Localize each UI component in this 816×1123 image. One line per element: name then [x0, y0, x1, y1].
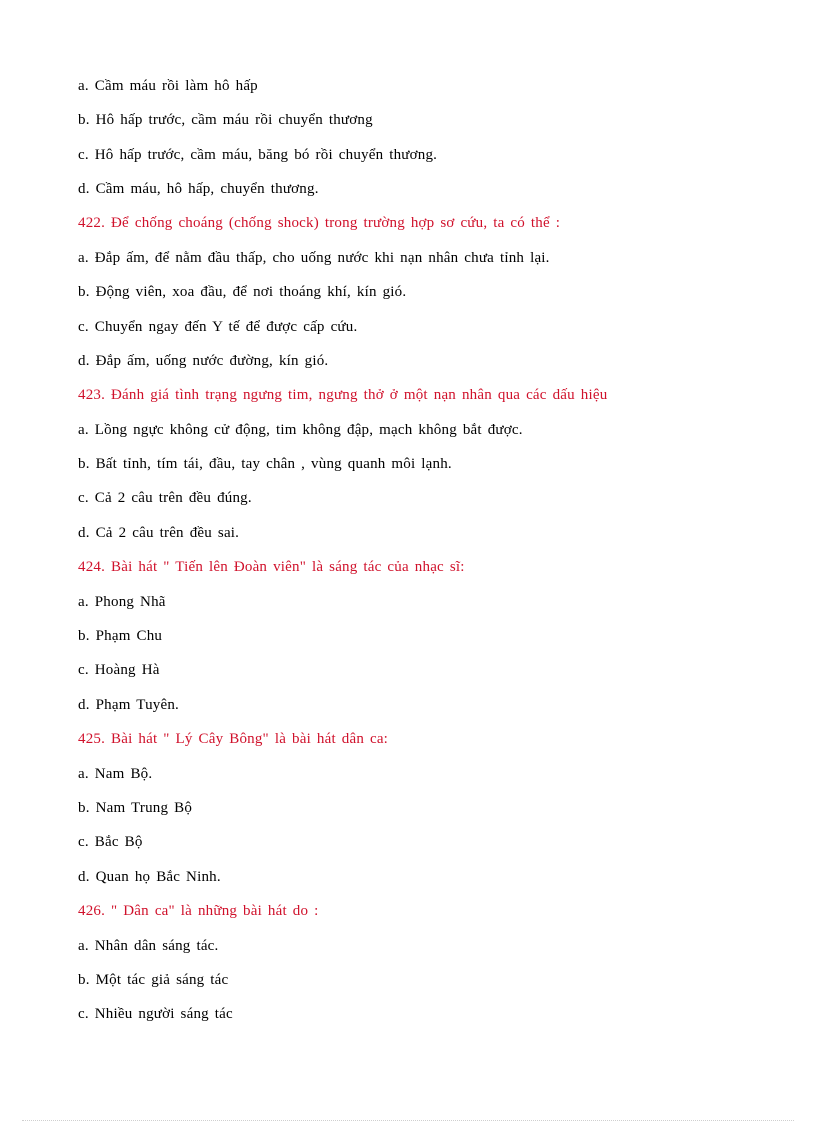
- answer-line: a. Phong Nhã: [78, 594, 166, 610]
- answer-line: a. Cầm máu rồi làm hô hấp: [78, 78, 258, 94]
- answer-line: c. Bắc Bộ: [78, 834, 143, 850]
- question-line: 423. Đánh giá tình trạng ngưng tim, ngưng thở ở một nạn nhân qua các dấu hiệu: [78, 387, 608, 403]
- answer-line: a. Lồng ngực không cử động, tim không đập, mạch không bắt được.: [78, 422, 523, 438]
- answer-line: c. Hoàng Hà: [78, 662, 160, 678]
- answer-line: d. Đắp ấm, uống nước đường, kín gió.: [78, 353, 329, 369]
- question-line: 426. " Dân ca" là những bài hát do :: [78, 903, 319, 919]
- answer-line: b. Hô hấp trước, cầm máu rồi chuyển thương: [78, 112, 373, 128]
- page-divider: [22, 1120, 794, 1121]
- answer-line: b. Phạm Chu: [78, 628, 163, 644]
- question-line: 422. Để chống choáng (chống shock) trong trường hợp sơ cứu, ta có thể :: [78, 215, 561, 231]
- answer-line: d. Quan họ Bắc Ninh.: [78, 869, 221, 885]
- answer-line: c. Chuyển ngay đến Y tế để được cấp cứu.: [78, 319, 358, 335]
- answer-line: c. Hô hấp trước, cầm máu, băng bó rồi chuyển thương.: [78, 147, 438, 163]
- question-line: 424. Bài hát " Tiến lên Đoàn viên" là sáng tác của nhạc sĩ:: [78, 559, 465, 575]
- answer-line: a. Đắp ấm, để nằm đầu thấp, cho uống nước khi nạn nhân chưa tỉnh lại.: [78, 250, 550, 266]
- answer-line: a. Nam Bộ.: [78, 766, 153, 782]
- answer-line: d. Cả 2 câu trên đều sai.: [78, 525, 240, 541]
- answer-line: b. Động viên, xoa đầu, để nơi thoáng khí, kín gió.: [78, 284, 407, 300]
- answer-line: c. Nhiều người sáng tác: [78, 1006, 233, 1022]
- answer-line: d. Phạm Tuyên.: [78, 697, 179, 713]
- answer-line: a. Nhân dân sáng tác.: [78, 938, 219, 954]
- answer-line: c. Cả 2 câu trên đều đúng.: [78, 490, 252, 506]
- question-line: 425. Bài hát " Lý Cây Bông" là bài hát dân ca:: [78, 731, 389, 747]
- answer-line: b. Bất tỉnh, tím tái, đầu, tay chân , vùng quanh môi lạnh.: [78, 456, 452, 472]
- answer-line: b. Nam Trung Bộ: [78, 800, 193, 816]
- answer-line: b. Một tác giả sáng tác: [78, 972, 229, 988]
- answer-line: d. Cầm máu, hô hấp, chuyển thương.: [78, 181, 319, 197]
